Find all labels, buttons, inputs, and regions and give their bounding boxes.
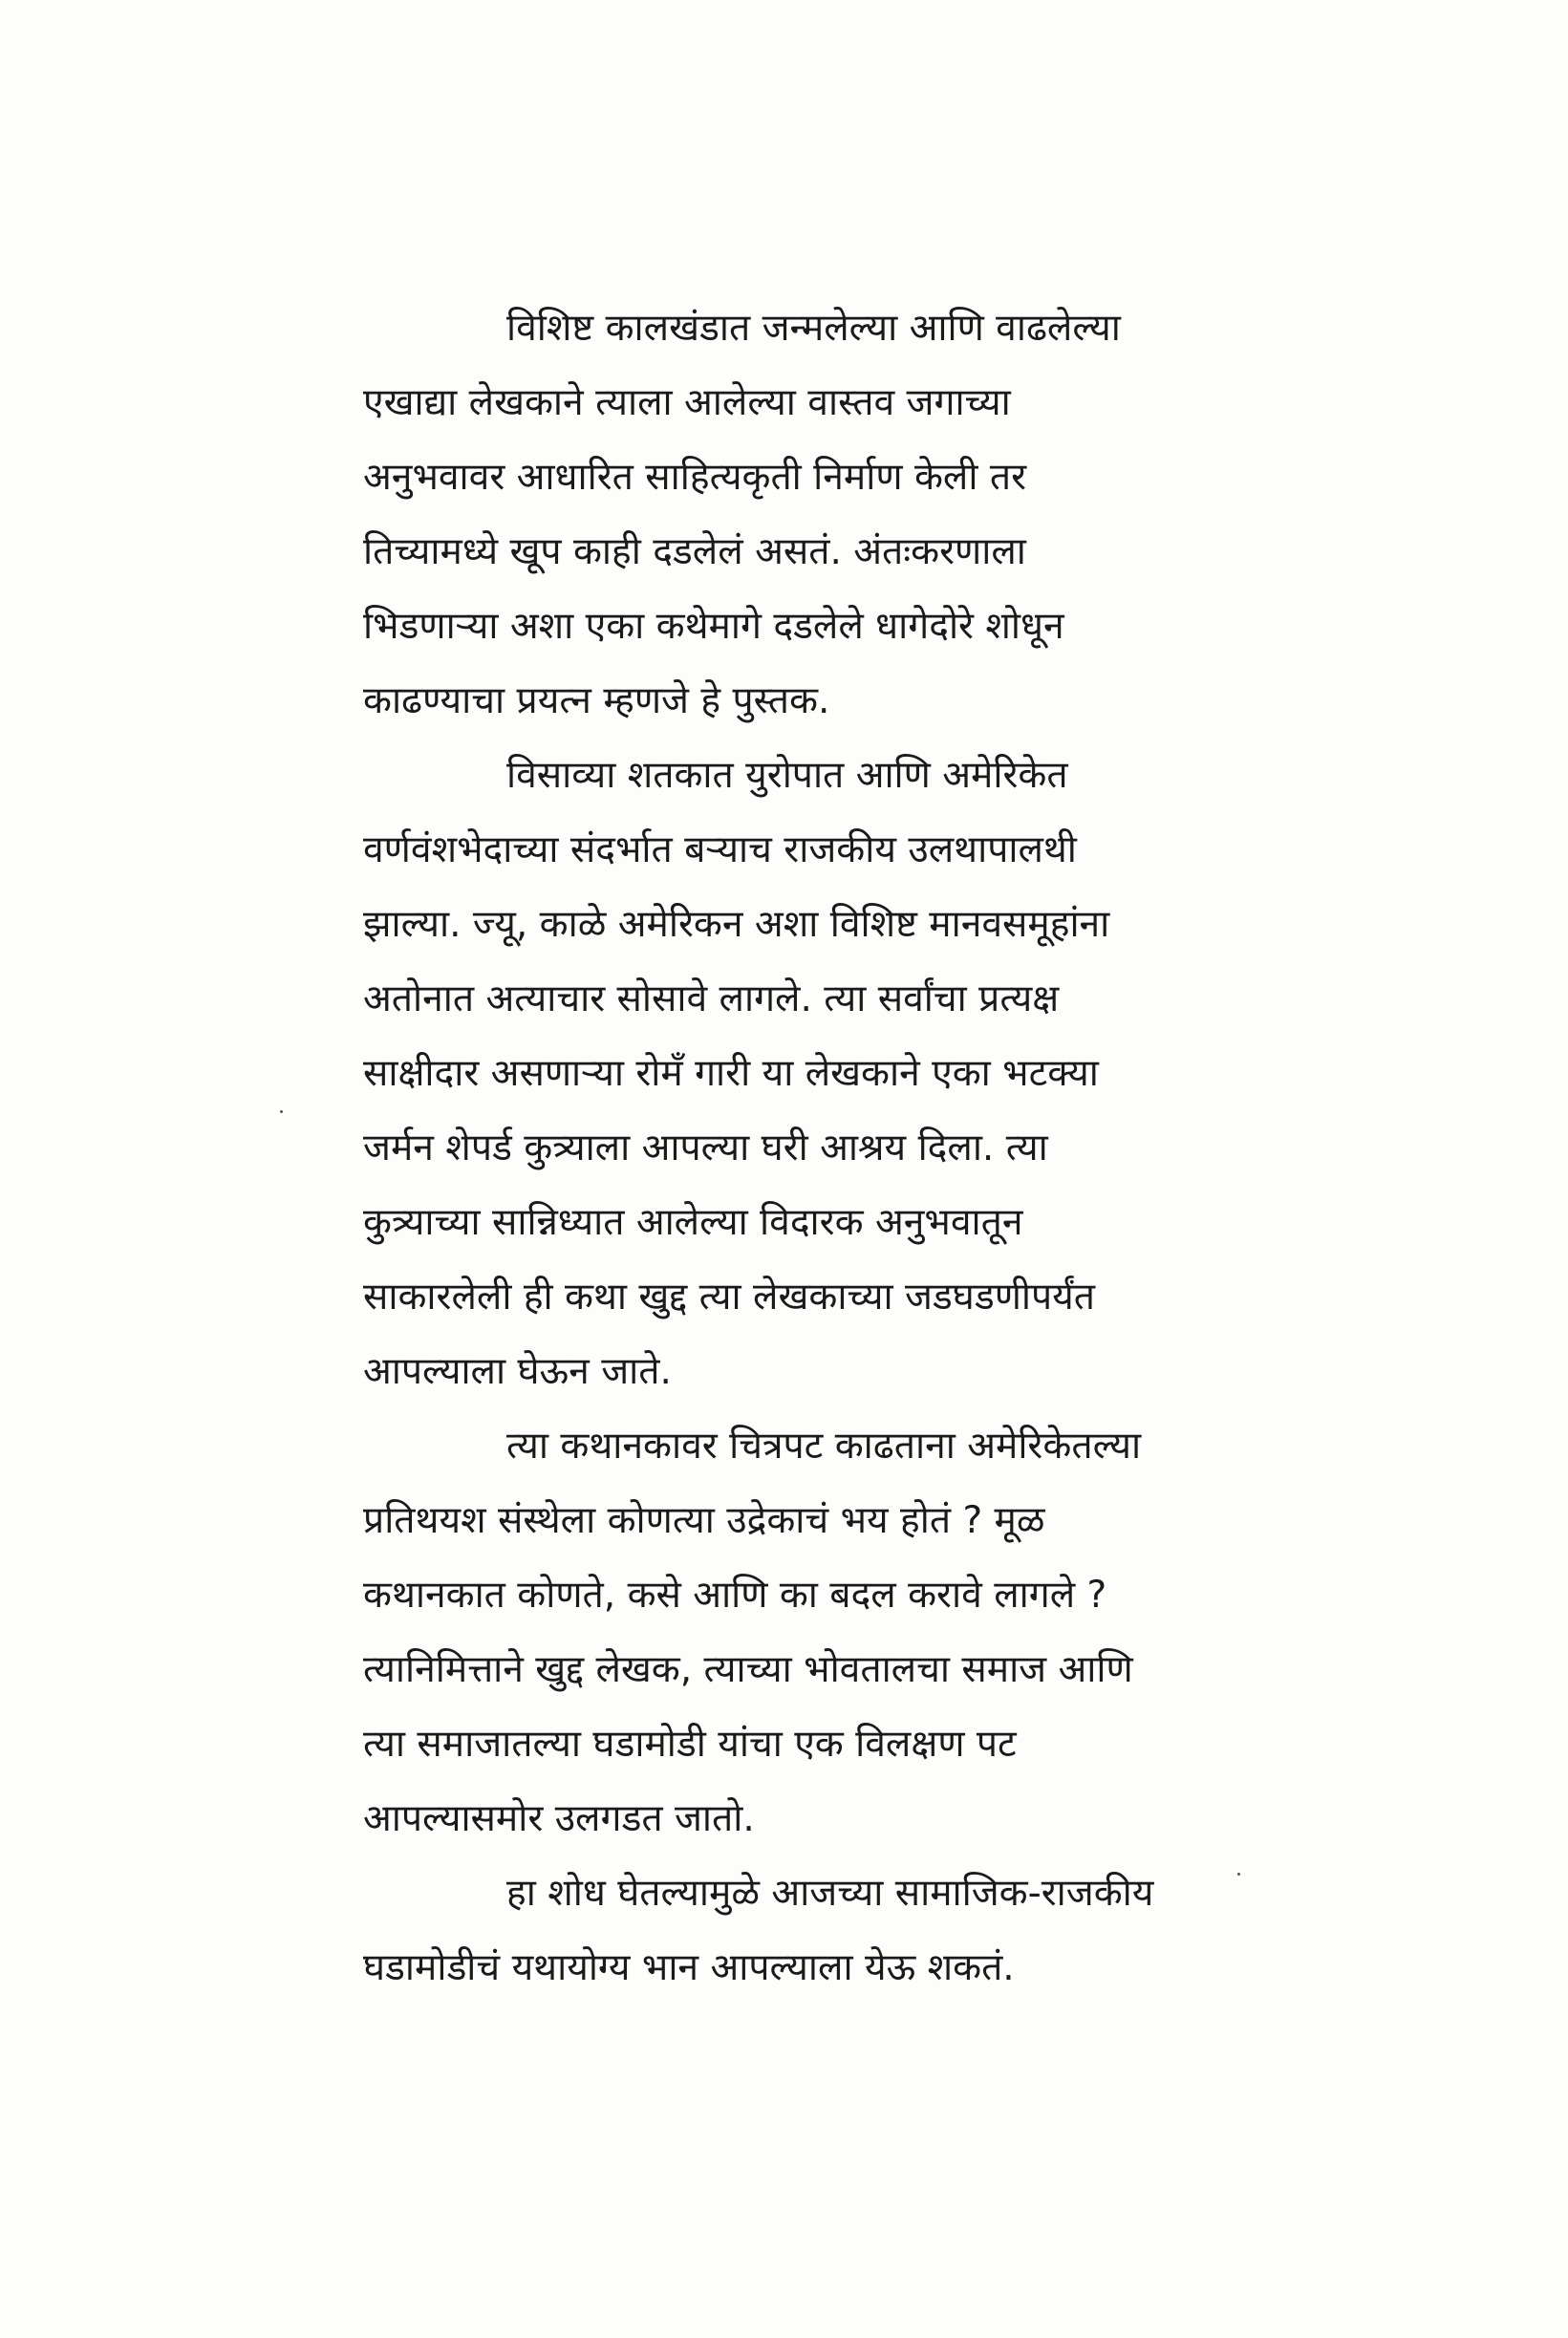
text-line: कथानकात कोणते, कसे आणि का बदल करावे लागले ? bbox=[363, 1574, 1107, 1617]
text-line: भिडणाऱ्या अशा एका कथेमागे दडलेले धागेदोरे शोधून bbox=[363, 605, 1064, 648]
text-line: आपल्यासमोर उलगडत जातो. bbox=[363, 1797, 755, 1840]
text-line: कुत्र्याच्या सान्निध्यात आलेल्या विदारक अनुभवातून bbox=[363, 1201, 1023, 1244]
text-line: विसाव्या शतकात युरोपात आणि अमेरिकेत bbox=[506, 754, 1068, 797]
text-line: झाल्या. ज्यू, काळे अमेरिकन अशा विशिष्ट मानवसमूहांना bbox=[363, 903, 1110, 946]
text-line: त्या समाजातल्या घडामोडी यांचा एक विलक्षण पट bbox=[363, 1723, 1017, 1766]
scan-speck bbox=[280, 1110, 283, 1113]
text-line: आपल्याला घेऊन जाते. bbox=[363, 1350, 672, 1393]
text-line: विशिष्ट कालखंडात जन्मलेल्या आणि वाढलेल्या bbox=[506, 307, 1121, 350]
text-line: काढण्याचा प्रयत्न म्हणजे हे पुस्तक. bbox=[363, 679, 830, 722]
text-line: तिच्यामध्ये खूप काही दडलेलं असतं. अंतःकरणाला bbox=[363, 530, 1026, 573]
text-line: हा शोध घेतल्यामुळे आजच्या सामाजिक-राजकीय bbox=[506, 1872, 1154, 1915]
text-line: अनुभवावर आधारित साहित्यकृती निर्माण केली तर bbox=[363, 456, 1027, 499]
text-line: साकारलेली ही कथा खुद्द त्या लेखकाच्या जडघडणीपर्यंत bbox=[363, 1276, 1096, 1319]
body-text bbox=[363, 291, 1280, 2006]
paragraph-1 bbox=[363, 291, 1280, 739]
text-line: घडामोडीचं यथायोग्य भान आपल्याला येऊ शकतं. bbox=[363, 1946, 1015, 1989]
paragraph-2 bbox=[363, 739, 1280, 1409]
text-line: त्या कथानकावर चित्रपट काढताना अमेरिकेतल्या bbox=[506, 1425, 1142, 1468]
text-line: अतोनात अत्याचार सोसावे लागले. त्या सर्वांचा प्रत्यक्ष bbox=[363, 977, 1060, 1020]
paragraph-3 bbox=[363, 1409, 1280, 1856]
paragraph-4 bbox=[363, 1856, 1280, 2006]
text-line: एखाद्या लेखकाने त्याला आलेल्या वास्तव जगाच्या bbox=[363, 381, 1011, 424]
scan-speck bbox=[1237, 1873, 1240, 1876]
text-line: साक्षीदार असणाऱ्या रोमँ गारी या लेखकाने एका भटक्या bbox=[363, 1052, 1099, 1095]
text-line: वर्णवंशभेदाच्या संदर्भात बऱ्याच राजकीय उलथापालथी bbox=[363, 828, 1077, 871]
text-line: त्यानिमित्ताने खुद्द लेखक, त्याच्या भोवतालचा समाज आणि bbox=[363, 1648, 1133, 1691]
text-line: जर्मन शेपर्ड कुत्र्याला आपल्या घरी आश्रय दिला. त्या bbox=[363, 1126, 1048, 1169]
text-line: प्रतिथयश संस्थेला कोणत्या उद्रेकाचं भय होतं ? मूळ bbox=[363, 1499, 1045, 1542]
